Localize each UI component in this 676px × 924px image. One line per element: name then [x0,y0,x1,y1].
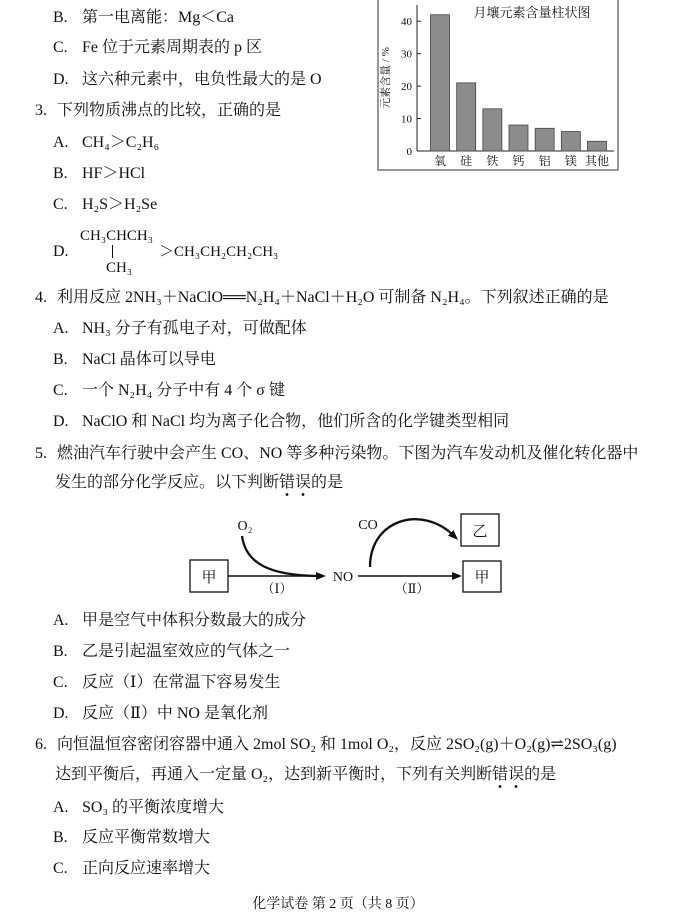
reaction-diagram [180,505,510,605]
chart-y-tick-label: 30 [401,48,412,61]
q5-option-c [53,673,280,693]
q2-option-d [53,70,322,90]
option-text: H₂S＞H₂Se [82,196,158,213]
q4-option-b [53,350,216,370]
box-yi-label: 乙 [472,524,488,540]
option-label: C. [53,860,68,877]
chart-title: 月壤元素含量柱状图 [473,5,591,20]
option-text: 反应（Ⅱ）中 NO 是氧化剂 [82,705,268,722]
option-label: B. [53,643,68,660]
q3-option-b [53,164,145,184]
chart-y-axis-label: 元素含量 / % [380,47,392,109]
co-input-curve [370,519,453,567]
reaction-2-label: （Ⅱ） [394,581,430,596]
structural-formula-branch: CH₃ [106,260,133,276]
option-label: D. [53,243,69,260]
q4-option-a [53,319,307,339]
q6-option-a [53,798,224,818]
q6-option-b [53,828,210,848]
question-6-stem-line-1 [35,735,617,755]
chart-x-tick-label: 镁 [564,154,577,168]
question-number: 6. [35,736,47,753]
reactant-o2-label: O₂ [237,519,253,534]
option-label: A. [53,799,69,816]
option-label: B. [53,829,68,846]
option-text: 正向反应速率增大 [82,860,211,877]
chart-bar-2 [457,83,476,151]
reaction-1-label: （Ⅰ） [261,581,293,596]
question-text: 燃油汽车行驶中会产生 CO、NO 等多种污染物。下图为汽车发动机及催化转化器中 [57,445,639,462]
option-text: Fe 位于元素周期表的 p 区 [82,39,263,56]
option-label: C. [53,39,68,56]
option-text: NH₃ 分子有孤电子对，可做配体 [82,320,307,337]
question-text: 下列物质沸点的比较，正确的是 [57,102,282,119]
option-label: D. [53,705,69,722]
page-footer: 化学试卷 第 2 页（共 8 页） [252,897,424,912]
chart-x-tick-label: 其他 [584,154,610,168]
q4-option-c [53,381,285,401]
intermediate-no-label: NO [332,570,354,585]
structural-formula-comparison: ＞CH₃CH₂CH₂CH₃ [159,244,279,260]
option-text: 反应（Ⅰ）在常温下容易发生 [82,674,281,691]
q3-option-c [53,195,157,215]
q2-option-b [53,8,234,28]
option-label: B. [53,165,68,182]
chart-bar-4 [509,125,528,151]
question-text: 达到平衡后，再通入一定量 O₂，达到新平衡时，下列有关判断 [55,766,493,783]
option-text: CH₄＞C₂H₆ [82,134,160,151]
question-number: 5. [35,445,47,462]
question-4-stem [35,288,609,308]
box-jia-right-label: 甲 [474,570,490,586]
emphasized-text: 错误 [279,474,311,497]
q4-option-d [53,412,509,432]
chart-x-tick-label: 铝 [538,154,551,168]
question-5-stem-line-1 [35,444,638,464]
question-text: 的是 [524,766,557,783]
chart-y-tick-label: 40 [401,16,412,29]
option-label: C. [53,674,68,691]
q6-option-c [53,859,210,879]
structural-formula-main-chain: CH₃CHCH₃ [80,228,153,244]
option-label: A. [53,612,69,629]
chart-y-tick-label: 20 [401,81,412,94]
question-5-stem-line-2 [55,473,343,493]
chart-y-tick-label: 0 [406,146,412,158]
question-text: 发生的部分化学反应。以下判断 [55,474,280,491]
arrowhead-reaction-1 [316,572,326,580]
emphasized-text: 错误 [492,766,524,789]
option-text: 乙是引起温室效应的气体之一 [82,643,291,660]
question-text: 向恒温恒容密闭容器中通入 2mol SO₂ 和 1mol O₂，反应 2SO₂(g)＋O₂(g)⇌2SO₃(g) [57,736,617,753]
option-text: HF＞HCl [82,165,146,182]
option-label: B. [53,9,68,26]
question-number: 4. [35,289,47,306]
option-text: 一个 N₂H₄ 分子中有 4 个 σ 键 [82,382,285,399]
option-label: D. [53,413,69,430]
option-text: 这六种元素中，电负性最大的是 O [82,71,322,88]
chart-bar-3 [483,109,502,151]
option-text: 第一电离能：Mg＜Ca [82,9,235,26]
question-text: 利用反应 2NH₃＋NaClO══N₂H₄＋NaCl＋H₂O 可制备 N₂H₄。下列叙述正确的是 [57,289,609,306]
option-label: A. [53,320,69,337]
chart-x-tick-label: 硅 [460,154,473,168]
q5-option-d [53,704,268,724]
chart-y-tick-label: 10 [401,113,412,126]
reactant-co-label: CO [358,518,378,533]
option-text: NaClO 和 NaCl 均为离子化合物，他们所含的化学键类型相同 [82,413,510,430]
q3-option-d-label [53,242,82,262]
option-text: 甲是空气中体积分数最大的成分 [82,612,307,629]
option-text: NaCl 晶体可以导电 [82,351,216,368]
chart-bar-1 [431,15,450,151]
chart-bar-5 [535,128,554,151]
chart-marks [401,15,609,168]
chart-bar-7 [588,141,607,151]
q5-option-b [53,642,290,662]
q5-option-a [53,611,306,631]
question-3-stem [35,101,281,121]
o2-input-curve [242,536,316,576]
question-text: 的是 [311,474,344,491]
element-content-bar-chart [376,0,624,174]
chart-bar-6 [561,132,580,151]
chart-x-tick-label: 铁 [486,154,499,168]
q3-option-a [53,133,159,153]
option-label: D. [53,71,69,88]
option-label: C. [53,196,68,213]
option-text: 反应平衡常数增大 [82,829,211,846]
option-label: A. [53,134,69,151]
option-text: SO₃ 的平衡浓度增大 [82,799,225,816]
arrowhead-reaction-2 [452,572,462,580]
question-6-stem-line-2 [55,765,556,785]
chart-x-tick-label: 钙 [512,154,525,168]
structural-formula-bond-line [112,245,113,258]
option-label: C. [53,382,68,399]
q2-option-c [53,38,262,58]
box-jia-left-label: 甲 [201,570,217,586]
option-label: B. [53,351,68,368]
question-number: 3. [35,102,47,119]
chart-x-tick-label: 氧 [433,154,447,168]
